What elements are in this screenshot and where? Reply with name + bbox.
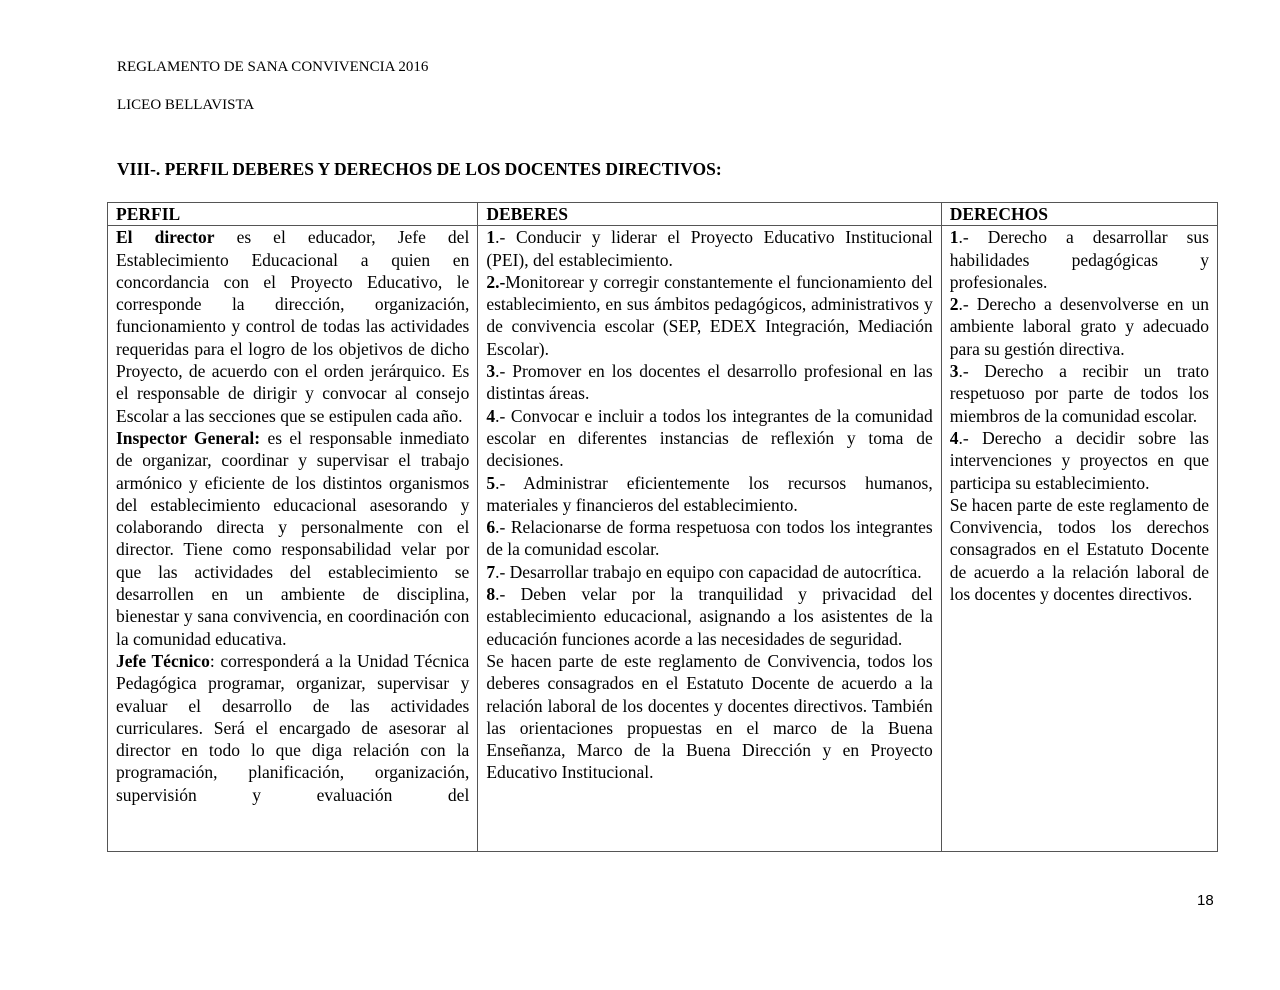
paragraph-text: .- Derecho a recibir un trato respetuoso por parte de todos los miembros de la comunidad escolar.	[949, 361, 1209, 426]
paragraph-lead: 1	[949, 227, 959, 248]
table-row	[108, 226, 1218, 852]
paragraph-text: Se hacen parte de este reglamento de Convivencia, todos los derechos consagrados en el Estatuto Docente de acuerdo a la relación laboral de los docentes y docentes directivos.	[949, 494, 1209, 605]
deberes-paragraph	[486, 271, 932, 360]
paragraph-text: .- Administrar eficientemente los recursos humanos, materiales y financieros del establecimiento.	[486, 472, 933, 515]
deberes-paragraph	[486, 226, 932, 271]
section-title: VIII-. PERFIL DEBERES Y DERECHOS DE LOS DOCENTES DIRECTIVOS:	[117, 159, 722, 179]
header-perfil: PERFIL	[108, 203, 478, 226]
deberes-paragraph	[486, 583, 932, 650]
deberes-paragraph	[486, 405, 932, 472]
paragraph-text: Se hacen parte de este reglamento de Convivencia, todos los deberes consagrados en el Estatuto Docente de acuerdo a la relación laboral de los docentes y docentes directivos. También las orientaciones propuestas en el marco de la Buena Enseñanza, Marco de la Buena Dirección y en Proyecto Educativo Institucional.	[486, 650, 933, 783]
paragraph-lead: 7	[486, 561, 496, 582]
paragraph-text: Monitorear y corregir constantemente el funcionamiento del establecimiento, en sus ámbitos pedagógicos, administrativos y de convivencia escolar (SEP, EDEX Integración, Mediación Escolar).	[486, 271, 933, 359]
deberes-paragraph	[486, 516, 932, 561]
document-header-title: REGLAMENTO DE SANA CONVIVENCIA 2016	[117, 59, 429, 75]
paragraph-lead: 3	[949, 361, 959, 382]
perfil-cell	[108, 226, 478, 852]
paragraph-lead: 2	[949, 294, 959, 315]
paragraph-text: .- Derecho a decidir sobre las intervenciones y proyectos en que participa su establecimiento.	[949, 427, 1209, 493]
profile-duties-rights-table	[107, 202, 1218, 852]
paragraph-text: .- Derecho a desarrollar sus habilidades pedagógicas y profesionales.	[949, 227, 1209, 292]
deberes-cell	[478, 226, 941, 852]
paragraph-text: .- Derecho a desenvolverse en un ambiente laboral grato y adecuado para su gestión directiva.	[949, 294, 1209, 359]
paragraph-text: .- Desarrollar trabajo en equipo con capacidad de autocrítica.	[495, 561, 922, 582]
header-derechos: DERECHOS	[941, 203, 1217, 226]
paragraph-lead: 1	[486, 227, 496, 248]
table-header-row	[108, 203, 1218, 226]
paragraph-text: .- Promover en los docentes el desarrollo profesional en las distintas áreas.	[486, 361, 933, 404]
paragraph-lead: 8	[486, 584, 496, 605]
paragraph-lead: 4	[949, 427, 959, 448]
document-header-school: LICEO BELLAVISTA	[117, 97, 255, 113]
paragraph-lead: Jefe Técnico	[116, 650, 210, 671]
derechos-paragraph	[950, 494, 1209, 605]
deberes-paragraph	[486, 561, 932, 583]
paragraph-lead: 5	[486, 472, 496, 493]
deberes-paragraph	[486, 360, 932, 405]
paragraph-lead: El director	[116, 227, 215, 248]
derechos-paragraph	[950, 226, 1209, 293]
paragraph-lead: Inspector General:	[116, 427, 261, 448]
paragraph-lead: 3	[486, 361, 496, 382]
page-number: 18	[1197, 892, 1214, 909]
derechos-paragraph	[950, 293, 1209, 360]
paragraph-text: .- Convocar e incluir a todos los integrantes de la comunidad escolar en diferentes instancias de reflexión y toma de decisiones.	[486, 405, 933, 471]
derechos-cell	[941, 226, 1217, 852]
perfil-paragraph	[116, 427, 469, 650]
perfil-paragraph	[116, 226, 469, 427]
perfil-paragraph	[116, 650, 469, 806]
header-deberes: DEBERES	[478, 203, 941, 226]
derechos-paragraph	[950, 360, 1209, 427]
paragraph-text: .- Conducir y liderar el Proyecto Educativo Institucional (PEI), del establecimiento.	[486, 227, 933, 270]
paragraph-text: .- Deben velar por la tranquilidad y privacidad del establecimiento educacional, asignando a los asistentes de la educación funciones acorde a las necesidades de seguridad.	[486, 584, 933, 649]
deberes-paragraph	[486, 472, 932, 517]
derechos-paragraph	[950, 427, 1209, 494]
paragraph-lead: 4	[486, 405, 496, 426]
paragraph-text: es el responsable inmediato de organizar, coordinar y supervisar el trabajo armónico y eficiente de los distintos organismos del establecimiento educacional asesorando y colaborando directa y personalmente con el director. Tiene como responsabilidad velar por que las actividades del establecimiento se desarrollen en un ambiente de disciplina, bienestar y sana convivencia, en coordinación con la comunidad educativa.	[116, 427, 470, 649]
paragraph-text: es el educador, Jefe del Establecimiento Educacional a quien en concordancia con el Proyecto Educativo, le corresponde la dirección, organización, funcionamiento y control de todas las actividades requeridas para el logro de los objetivos de dicho Proyecto, de acuerdo con el orden jerárquico. Es el responsable de dirigir y convocar al consejo Escolar a las secciones que se estipulen cada año.	[116, 227, 470, 426]
paragraph-lead: 2.-	[486, 271, 506, 292]
paragraph-lead: 6	[486, 517, 496, 538]
deberes-paragraph	[486, 650, 932, 784]
paragraph-text: : corresponderá a la Unidad Técnica Pedagógica programar, organizar, supervisar y evaluar el desarrollo de las actividades curriculares. Será el encargado de asesorar al director en todo lo que diga relación con la programación, planificación, organización, supervisión y evaluación del	[116, 650, 470, 805]
paragraph-text: .- Relacionarse de forma respetuosa con todos los integrantes de la comunidad escolar.	[486, 517, 933, 560]
